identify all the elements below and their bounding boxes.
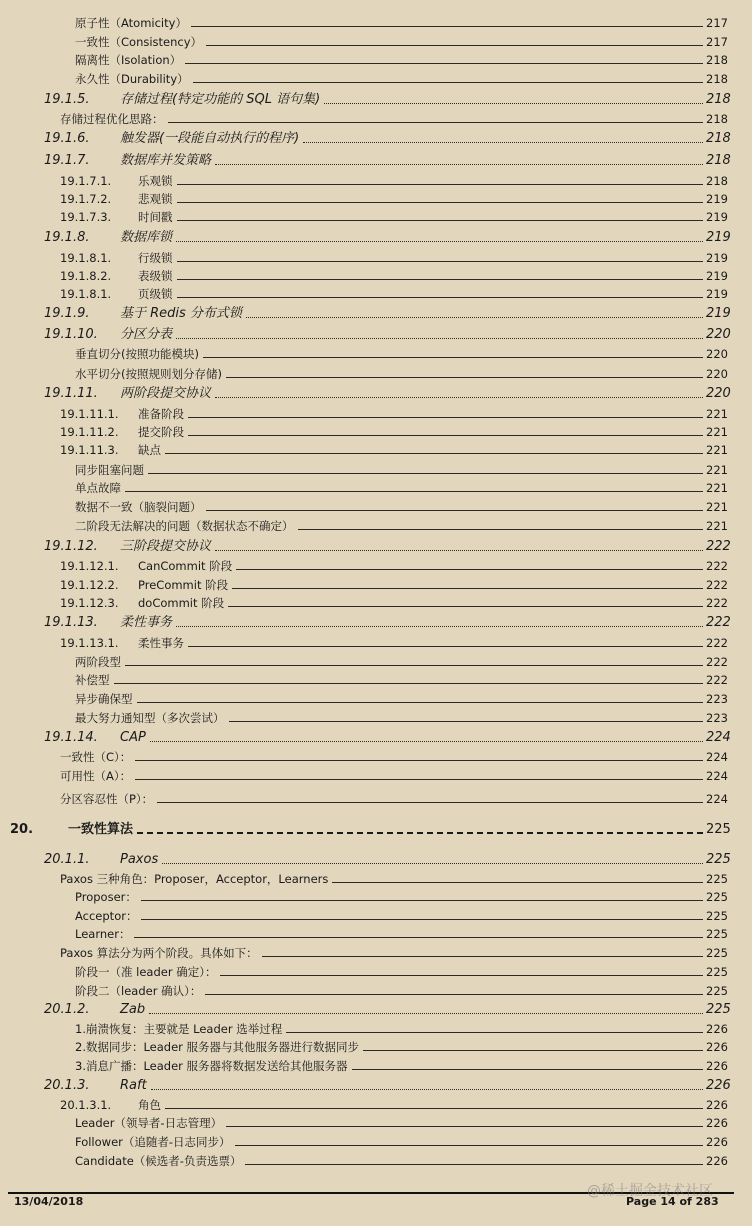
toc-entry-title: 表级锁	[138, 269, 173, 283]
toc-entry-page: 222	[706, 673, 728, 687]
toc-entry[interactable]	[0, 592, 752, 610]
toc-entry[interactable]	[0, 108, 752, 126]
toc-entry-title: 同步阻塞问题	[75, 463, 144, 477]
toc-entry-title: 数据不一致（脑裂问题）	[75, 500, 202, 514]
toc-entry[interactable]	[0, 227, 752, 245]
toc-entry-number: 19.1.6.	[44, 131, 90, 146]
toc-leader-line	[134, 937, 703, 938]
toc-entry[interactable]	[0, 496, 752, 514]
toc-entry-title: 悲观锁	[138, 192, 173, 206]
toc-entry-page: 218	[706, 72, 728, 86]
toc-leader-line	[165, 453, 703, 454]
toc-entry-page: 220	[706, 386, 731, 401]
toc-entry[interactable]	[0, 651, 752, 669]
toc-entry[interactable]	[0, 206, 752, 224]
toc-entry-page: 219	[706, 306, 731, 321]
toc-entry-number: 19.1.5.	[44, 92, 90, 107]
footer-date: 13/04/2018	[14, 1195, 84, 1208]
toc-leader-line	[215, 397, 703, 398]
toc-entry-number: 19.1.7.	[44, 153, 90, 168]
toc-entry[interactable]	[0, 942, 752, 960]
toc-entry-page: 223	[706, 692, 728, 706]
footer-page-number: Page 14 of 283	[626, 1195, 719, 1208]
toc-leader-line	[177, 297, 704, 298]
toc-entry[interactable]	[0, 961, 752, 979]
toc-leader-line	[206, 45, 703, 46]
toc-entry-title: 两阶段提交协议	[120, 386, 212, 401]
toc-entry-number: 20.1.2.	[44, 1002, 90, 1017]
toc-entry-title: 行级锁	[138, 251, 173, 265]
toc-leader-line	[157, 802, 703, 803]
toc-entry[interactable]	[0, 1112, 752, 1130]
toc-entry-number: 19.1.9.	[44, 306, 90, 321]
toc-entry-page: 224	[706, 792, 728, 806]
toc-entry[interactable]	[0, 868, 752, 886]
toc-entry-page: 224	[706, 769, 728, 783]
toc-entry-title: 时间戳	[138, 210, 173, 224]
toc-entry-title: 1.崩溃恢复：主要就是 Leader 选举过程	[75, 1022, 283, 1036]
toc-entry-title: 角色	[138, 1098, 161, 1112]
toc-entry-page: 222	[706, 539, 731, 554]
toc-entry[interactable]	[0, 923, 752, 941]
toc-entry[interactable]	[0, 68, 752, 86]
toc-entry-page: 221	[706, 481, 728, 495]
toc-entry-page: 218	[706, 131, 731, 146]
toc-leader-line	[165, 1108, 703, 1109]
toc-entry-number: 19.1.12.3.	[60, 596, 119, 610]
toc-leader-line	[191, 26, 703, 27]
toc-entry-title: 阶段二（leader 确认）：	[75, 984, 202, 998]
toc-entry-title: 柔性事务	[138, 636, 184, 650]
toc-entry[interactable]	[0, 980, 752, 998]
toc-entry-number: 19.1.11.1.	[60, 407, 119, 421]
toc-entry-page: 223	[706, 711, 728, 725]
toc-entry-page: 225	[706, 822, 731, 837]
toc-entry[interactable]	[0, 439, 752, 457]
toc-entry[interactable]	[0, 612, 752, 630]
toc-entry-title: 乐观锁	[138, 174, 173, 188]
toc-entry[interactable]	[0, 49, 752, 67]
toc-entry-title: 水平切分(按照规则划分存储)	[75, 367, 222, 381]
toc-entry-title: 原子性（Atomicity）	[75, 16, 187, 30]
toc-entry-page: 225	[706, 1002, 731, 1017]
toc-entry-page: 218	[706, 174, 728, 188]
toc-entry[interactable]	[0, 12, 752, 30]
toc-entry-title: Proposer：	[75, 890, 137, 904]
toc-leader-line	[135, 760, 703, 761]
toc-entry[interactable]	[0, 421, 752, 439]
toc-entry-title: 一致性算法	[68, 822, 134, 837]
toc-entry-number: 20.1.3.1.	[60, 1098, 112, 1112]
toc-leader-line	[168, 122, 704, 123]
watermark: @稀土掘金技术社区	[587, 1183, 713, 1199]
toc-entry-number: 19.1.7.2.	[60, 192, 112, 206]
toc-leader-line	[262, 956, 703, 957]
toc-entry-page: 220	[706, 367, 728, 381]
toc-entry-title: 两阶段型	[75, 655, 121, 669]
toc-leader-line	[286, 1032, 703, 1033]
toc-leader-line	[245, 1164, 703, 1165]
toc-entry[interactable]	[0, 265, 752, 283]
toc-entry-page: 225	[706, 927, 728, 941]
toc-entry-page: 225	[706, 909, 728, 923]
toc-entry-page: 226	[706, 1116, 728, 1130]
toc-entry-title: 页级锁	[138, 287, 173, 301]
toc-entry-number: 19.1.11.	[44, 386, 98, 401]
toc-entry[interactable]	[0, 999, 752, 1017]
toc-entry-page: 226	[706, 1078, 731, 1093]
toc-entry-title: Candidate（候选者-负责选票）	[75, 1154, 242, 1168]
toc-leader-line	[215, 164, 703, 165]
toc-entry-page: 221	[706, 519, 728, 533]
toc-entry[interactable]	[0, 1131, 752, 1149]
toc-entry-page: 222	[706, 596, 728, 610]
toc-leader-line	[151, 1089, 703, 1090]
toc-entry-title: PreCommit 阶段	[138, 578, 229, 592]
toc-entry-page: 222	[706, 578, 728, 592]
toc-entry-title: 垂直切分(按照功能模块)	[75, 347, 199, 361]
toc-entry-title: 存储过程优化思路：	[60, 112, 164, 126]
toc-leader-line	[298, 529, 704, 530]
toc-entry-number: 19.1.12.2.	[60, 578, 119, 592]
toc-entry-title: 最大努力通知型（多次尝试）	[75, 711, 225, 725]
toc-entry-page: 219	[706, 192, 728, 206]
toc-entry-page: 221	[706, 443, 728, 457]
toc-leader-line	[149, 1013, 703, 1014]
toc-entry-page: 219	[706, 230, 731, 245]
toc-entry-number: 19.1.8.1.	[60, 251, 112, 265]
toc-entry-page: 220	[706, 347, 728, 361]
toc-entry-title: 分区分表	[120, 327, 173, 342]
toc-entry-title: 可用性（A）：	[60, 769, 132, 783]
toc-entry-title: Paxos	[120, 852, 159, 867]
toc-leader-line	[324, 103, 703, 104]
toc-entry-page: 226	[706, 1040, 728, 1054]
toc-entry-title: 数据库并发策略	[120, 153, 212, 168]
toc-entry-number: 19.1.13.1.	[60, 636, 119, 650]
toc-entry-number: 20.	[10, 822, 34, 837]
toc-entry[interactable]	[0, 1036, 752, 1054]
toc-leader-line	[363, 1050, 703, 1051]
toc-entry-page: 218	[706, 53, 728, 67]
toc-entry-page: 225	[706, 965, 728, 979]
toc-leader-line	[162, 863, 703, 864]
toc-leader-line	[137, 832, 703, 834]
toc-leader-line	[220, 975, 703, 976]
toc-entry[interactable]	[0, 459, 752, 477]
toc-entry[interactable]	[0, 819, 752, 837]
toc-entry-page: 225	[706, 984, 728, 998]
toc-entry-title: 2.数据同步：Leader 服务器与其他服务器进行数据同步	[75, 1040, 360, 1054]
toc-entry-title: 触发器(一段能自动执行的程序)	[120, 131, 300, 146]
toc-entry-page: 225	[706, 872, 728, 886]
toc-entry-page: 219	[706, 251, 728, 265]
toc-entry[interactable]	[0, 363, 752, 381]
toc-entry-title: 阶段一（准 leader 确定）：	[75, 965, 217, 979]
toc-entry[interactable]	[0, 515, 752, 533]
toc-leader-line	[177, 279, 704, 280]
toc-leader-line	[236, 569, 703, 570]
toc-leader-line	[188, 435, 703, 436]
toc-entry[interactable]	[0, 555, 752, 573]
toc-entry-title: Leader（领导者-日志管理）	[75, 1116, 223, 1130]
toc-leader-line	[232, 588, 703, 589]
toc-entry-number: 19.1.7.3.	[60, 210, 112, 224]
toc-leader-line	[125, 491, 703, 492]
toc-entry-title: 柔性事务	[120, 615, 173, 630]
toc-entry[interactable]	[0, 403, 752, 421]
toc-leader-line	[148, 473, 703, 474]
toc-entry-title: 补偿型	[75, 673, 110, 687]
toc-leader-line	[177, 184, 704, 185]
toc-entry[interactable]	[0, 905, 752, 923]
toc-entry[interactable]	[0, 765, 752, 783]
toc-leader-line	[193, 82, 703, 83]
toc-entry-page: 226	[706, 1059, 728, 1073]
toc-leader-line	[246, 317, 703, 318]
toc-entry-number: 19.1.10.	[44, 327, 98, 342]
toc-entry-page: 217	[706, 16, 728, 30]
toc-entry-title: 基于 Redis 分布式锁	[120, 306, 242, 321]
toc-leader-line	[137, 702, 704, 703]
toc-entry-number: 19.1.8.1.	[60, 287, 112, 301]
toc-entry[interactable]	[0, 283, 752, 301]
toc-leader-line	[188, 646, 703, 647]
toc-leader-line	[177, 261, 704, 262]
toc-leader-line	[141, 919, 703, 920]
toc-entry-title: Learner：	[75, 927, 131, 941]
toc-entry[interactable]	[0, 707, 752, 725]
toc-entry-title: 异步确保型	[75, 692, 133, 706]
toc-entry[interactable]	[0, 536, 752, 554]
toc-entry-title: 一致性（Consistency）	[75, 35, 203, 49]
toc-entry-page: 225	[706, 890, 728, 904]
toc-leader-line	[235, 1145, 703, 1146]
toc-entry[interactable]	[0, 324, 752, 342]
toc-entry-title: 三阶段提交协议	[120, 539, 212, 554]
toc-entry-title: CanCommit 阶段	[138, 559, 233, 573]
toc-entry[interactable]	[0, 669, 752, 687]
toc-entry[interactable]	[0, 150, 752, 168]
toc-entry-page: 221	[706, 407, 728, 421]
toc-leader-line	[215, 550, 703, 551]
toc-leader-line	[135, 779, 703, 780]
toc-entry-page: 218	[706, 153, 731, 168]
toc-leader-line	[332, 882, 703, 883]
toc-entry-page: 226	[706, 1098, 728, 1112]
toc-entry-number: 20.1.1.	[44, 852, 90, 867]
toc-leader-line	[176, 241, 703, 242]
toc-entry-page: 222	[706, 636, 728, 650]
toc-entry-page: 217	[706, 35, 728, 49]
toc-leader-line	[177, 220, 704, 221]
toc-entry-number: 19.1.14.	[44, 730, 98, 745]
toc-leader-line	[177, 202, 704, 203]
toc-entry-number: 20.1.3.	[44, 1078, 90, 1093]
toc-entry[interactable]	[0, 727, 752, 745]
toc-entry[interactable]	[0, 128, 752, 146]
toc-leader-line	[352, 1069, 703, 1070]
toc-entry-page: 225	[706, 852, 731, 867]
toc-entry-title: Raft	[120, 1078, 147, 1093]
toc-entry-number: 19.1.7.1.	[60, 174, 112, 188]
toc-leader-line	[185, 63, 703, 64]
toc-leader-line	[206, 510, 704, 511]
toc-entry[interactable]	[0, 247, 752, 265]
toc-entry[interactable]	[0, 188, 752, 206]
toc-entry[interactable]	[0, 303, 752, 321]
toc-entry-title: doCommit 阶段	[138, 596, 225, 610]
toc-entry-number: 19.1.8.2.	[60, 269, 112, 283]
toc-entry-title: Follower（追随者-日志同步）	[75, 1135, 231, 1149]
toc-entry-title: 二阶段无法解决的问题（数据状态不确定）	[75, 519, 294, 533]
toc-entry-title: 3.消息广播：Leader 服务器将数据发送给其他服务器	[75, 1059, 348, 1073]
toc-entry-title: 永久性（Durability）	[75, 72, 189, 86]
toc-entry-title: CAP	[120, 730, 146, 745]
toc-entry-number: 19.1.11.2.	[60, 425, 119, 439]
toc-leader-line	[176, 626, 703, 627]
toc-leader-line	[226, 1126, 703, 1127]
toc-entry-page: 221	[706, 425, 728, 439]
toc-entry-page: 220	[706, 327, 731, 342]
toc-entry-page: 222	[706, 655, 728, 669]
toc-entry[interactable]	[0, 477, 752, 495]
toc-leader-line	[176, 338, 703, 339]
toc-entry-title: 准备阶段	[138, 407, 184, 421]
toc-entry[interactable]	[0, 1075, 752, 1093]
toc-leader-line	[114, 683, 704, 684]
toc-entry[interactable]	[0, 688, 752, 706]
toc-leader-line	[226, 377, 703, 378]
toc-entry[interactable]	[0, 1055, 752, 1073]
toc-entry[interactable]	[0, 849, 752, 867]
toc-entry[interactable]	[0, 383, 752, 401]
toc-entry-number: 19.1.13.	[44, 615, 98, 630]
toc-entry[interactable]	[0, 788, 752, 806]
toc-entry-title: Zab	[120, 1002, 146, 1017]
toc-entry-page: 221	[706, 463, 728, 477]
toc-entry[interactable]	[0, 632, 752, 650]
toc-entry-title: 单点故障	[75, 481, 121, 495]
toc-entry-page: 226	[706, 1022, 728, 1036]
toc-entry[interactable]	[0, 1094, 752, 1112]
toc-leader-line	[141, 900, 703, 901]
toc-leader-line	[125, 665, 703, 666]
toc-entry-page: 221	[706, 500, 728, 514]
toc-entry[interactable]	[0, 343, 752, 361]
toc-entry-title: 一致性（C）：	[60, 750, 132, 764]
toc-entry-page: 218	[706, 92, 731, 107]
toc-entry[interactable]	[0, 574, 752, 592]
toc-entry-page: 224	[706, 750, 728, 764]
toc-entry-page: 224	[706, 730, 731, 745]
toc-entry-page: 225	[706, 946, 728, 960]
toc-entry-page: 218	[706, 112, 728, 126]
toc-entry-title: Acceptor：	[75, 909, 138, 923]
toc-entry[interactable]	[0, 886, 752, 904]
toc-entry[interactable]	[0, 31, 752, 49]
toc-leader-line	[229, 721, 704, 722]
toc-leader-line	[203, 357, 703, 358]
toc-entry[interactable]	[0, 746, 752, 764]
toc-entry[interactable]	[0, 1150, 752, 1168]
toc-entry-page: 222	[706, 559, 728, 573]
toc-entry[interactable]	[0, 1018, 752, 1036]
toc-entry-title: 存储过程(特定功能的 SQL 语句集)	[120, 92, 321, 107]
toc-entry-number: 19.1.11.3.	[60, 443, 119, 457]
toc-leader-line	[150, 741, 703, 742]
toc-leader-line	[188, 417, 703, 418]
toc-leader-line	[205, 994, 703, 995]
toc-entry-number: 19.1.12.	[44, 539, 98, 554]
toc-entry-title: Paxos 算法分为两个阶段。具体如下：	[60, 946, 258, 960]
toc-entry-title: Paxos 三种角色：Proposer，Acceptor，Learners	[60, 872, 329, 886]
toc-entry[interactable]	[0, 89, 752, 107]
toc-entry-title: 缺点	[138, 443, 161, 457]
toc-entry-number: 19.1.8.	[44, 230, 90, 245]
toc-entry-page: 219	[706, 210, 728, 224]
toc-entry-page: 226	[706, 1135, 728, 1149]
toc-entry-title: 提交阶段	[138, 425, 184, 439]
toc-leader-line	[228, 606, 703, 607]
toc-entry-page: 219	[706, 287, 728, 301]
toc-entry[interactable]	[0, 170, 752, 188]
toc-entry-page: 222	[706, 615, 731, 630]
toc-entry-page: 219	[706, 269, 728, 283]
toc-leader-line	[303, 142, 703, 143]
toc-entry-title: 数据库锁	[120, 230, 173, 245]
toc-entry-number: 19.1.12.1.	[60, 559, 119, 573]
toc-entry-title: 分区容忍性（P）：	[60, 792, 154, 806]
toc-entry-page: 226	[706, 1154, 728, 1168]
toc-entry-title: 隔离性（Isolation）	[75, 53, 182, 67]
